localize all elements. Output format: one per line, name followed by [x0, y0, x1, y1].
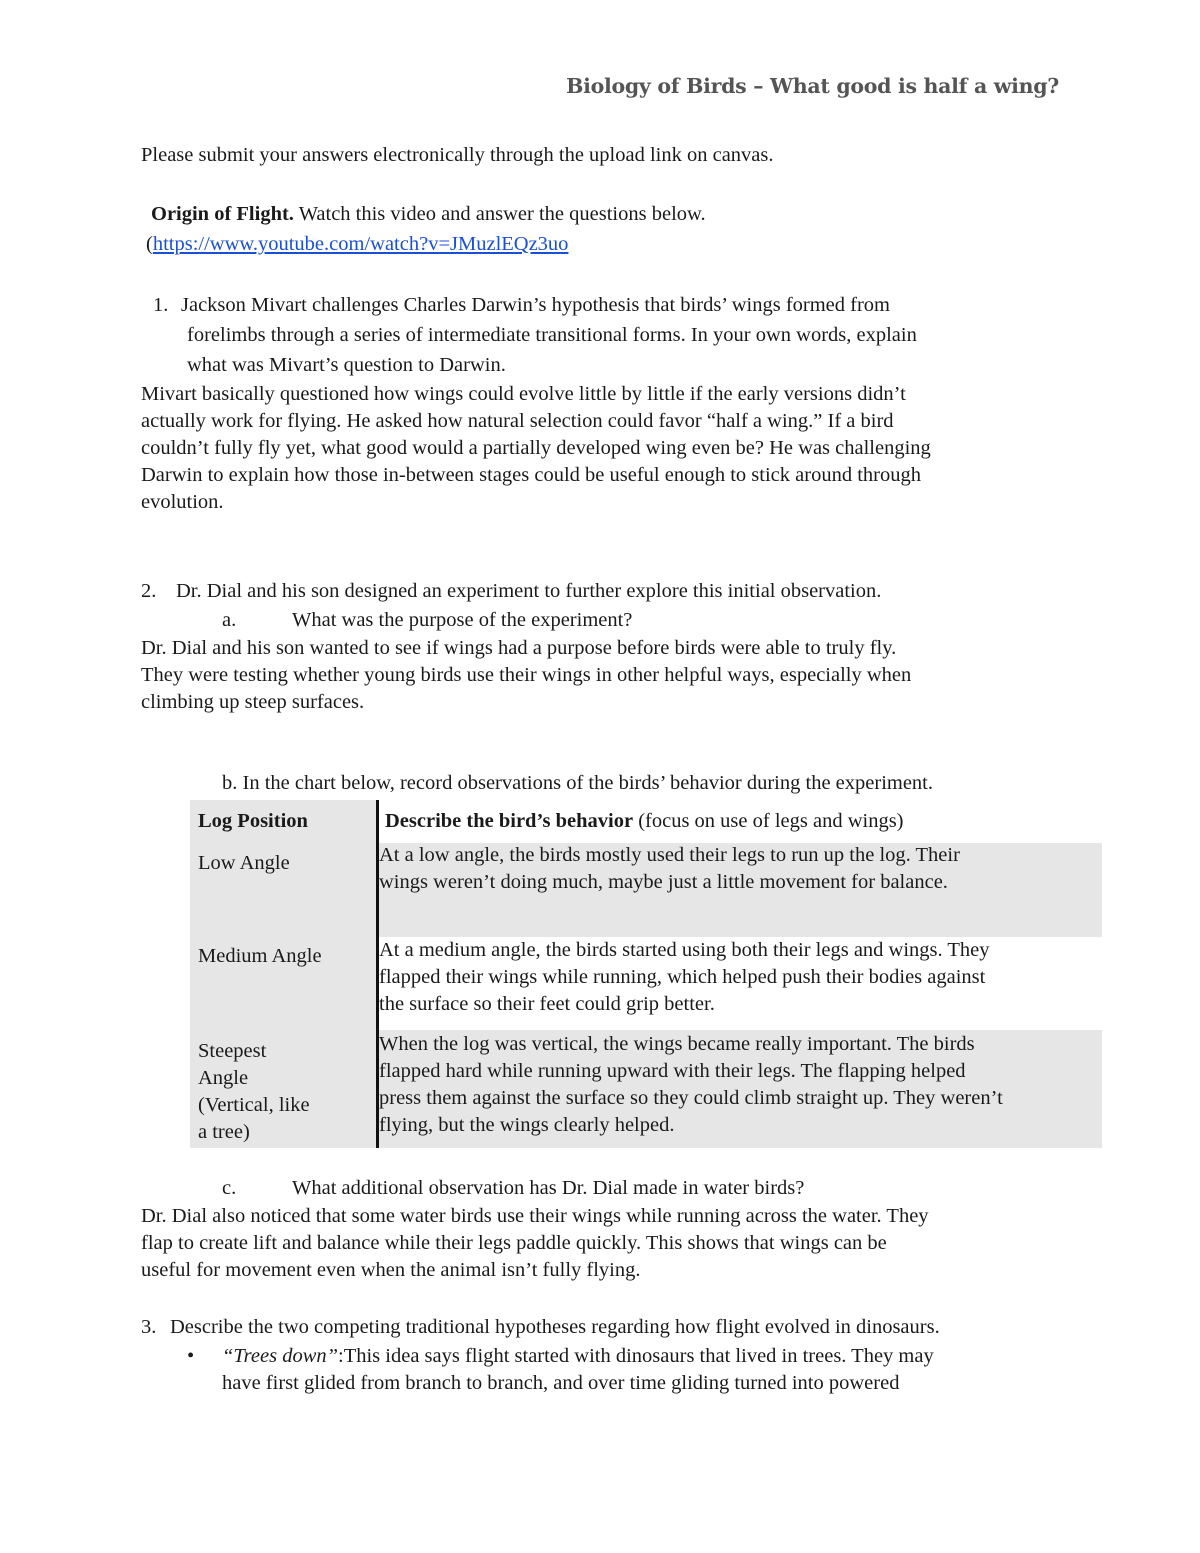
table-row3-behavior-line-1: When the log was vertical, the wings became really important. The birds [379, 1033, 975, 1055]
video-link-line [146, 233, 568, 256]
q2a-answer-line-1: Dr. Dial and his son wanted to see if wings had a purpose before birds were able to truly fly. [141, 637, 897, 659]
table-row3-behavior-line-4: flying, but the wings clearly helped. [379, 1114, 675, 1136]
table-row1-position: Low Angle [198, 852, 290, 874]
trees-down-label: “Trees down” [222, 1345, 339, 1367]
q3-number: 3. [141, 1316, 157, 1338]
table-row3-position-line-4: a tree) [198, 1121, 250, 1143]
table-row2-behavior-line-3: the surface so their feet could grip better. [379, 993, 715, 1015]
q1-answer-line-1: Mivart basically questioned how wings could evolve little by little if the early versions didn’t [141, 383, 906, 405]
q1-answer-line-3: couldn’t fully fly yet, what good would a partially developed wing even be? He was challenging [141, 437, 931, 459]
q1-line-1: Jackson Mivart challenges Charles Darwin’s hypothesis that birds’ wings formed from [181, 294, 891, 316]
origin-of-flight-heading [151, 203, 706, 226]
table-row2-position: Medium Angle [198, 945, 322, 967]
table-row3-position-line-1: Steepest [198, 1040, 267, 1062]
q1-answer-line-4: Darwin to explain how those in-between stages could be useful enough to stick around through [141, 464, 921, 486]
q2a-text: What was the purpose of the experiment? [292, 609, 633, 631]
q2a-answer-line-3: climbing up steep surfaces. [141, 691, 365, 713]
table-row1-behavior-line-1: At a low angle, the birds mostly used their legs to run up the log. Their [379, 844, 960, 866]
table-row3-behavior-line-3: press them against the surface so they could climb straight up. They weren’t [379, 1087, 1003, 1109]
q3-text: Describe the two competing traditional hypotheses regarding how flight evolved in dinosaurs. [170, 1316, 940, 1338]
intro-instruction: Please submit your answers electronically through the upload link on canvas. [141, 144, 774, 166]
q2c-text: What additional observation has Dr. Dial made in water birds? [292, 1177, 805, 1199]
table-header-behavior: Describe the bird’s behavior (focus on use of legs and wings) [385, 810, 904, 832]
q3-trees-down-line-2: have first glided from branch to branch, and over time gliding turned into powered [222, 1372, 900, 1394]
origin-label: Origin of Flight. [151, 203, 294, 225]
document-header-title: Biology of Birds – What good is half a wing? [566, 74, 1059, 98]
q2-text: Dr. Dial and his son designed an experiment to further explore this initial observation. [176, 580, 882, 602]
q1-answer-line-2: actually work for flying. He asked how natural selection could favor “half a wing.” If a bird [141, 410, 894, 432]
q2a-answer-line-2: They were testing whether young birds use their wings in other helpful ways, especially when [141, 664, 912, 686]
bullet-icon: • [187, 1345, 195, 1367]
link-paren: ( [146, 233, 153, 255]
q2-number: 2. [141, 580, 157, 602]
table-row1-behavior-line-2: wings weren’t doing much, maybe just a little movement for balance. [379, 871, 948, 893]
table-row3-behavior-line-2: flapped hard while running upward with their legs. The flapping helped [379, 1060, 966, 1082]
q1-line-3: what was Mivart’s question to Darwin. [187, 354, 506, 376]
table-header-log-position: Log Position [198, 810, 308, 832]
table-row2-behavior-line-2: flapped their wings while running, which helped push their bodies against [379, 966, 986, 988]
q3-trees-down-line-1: “Trees down”:This idea says flight started with dinosaurs that lived in trees. They may [222, 1345, 934, 1367]
q2b-text: b. In the chart below, record observations of the birds’ behavior during the experiment. [222, 772, 934, 794]
q2a-label: a. [222, 609, 237, 631]
table-row2-behavior-line-1: At a medium angle, the birds started using both their legs and wings. They [379, 939, 990, 961]
q2c-answer-line-1: Dr. Dial also noticed that some water birds use their wings while running across the water. They [141, 1205, 929, 1227]
q1-answer-line-5: evolution. [141, 491, 224, 513]
q2c-answer-line-3: useful for movement even when the animal isn’t fully flying. [141, 1259, 641, 1281]
q1-line-2: forelimbs through a series of intermediate transitional forms. In your own words, explain [187, 324, 917, 346]
q2c-label: c. [222, 1177, 237, 1199]
video-link[interactable]: https://www.youtube.com/watch?v=JMuzlEQz3uo [152, 233, 569, 255]
table-row3-position-line-2: Angle [198, 1067, 249, 1089]
table-row3-position-line-3: (Vertical, like [198, 1094, 310, 1116]
origin-text: Watch this video and answer the questions below. [293, 203, 706, 225]
q1-number: 1. [153, 294, 169, 316]
q2c-answer-line-2: flap to create lift and balance while their legs paddle quickly. This shows that wings can be [141, 1232, 887, 1254]
